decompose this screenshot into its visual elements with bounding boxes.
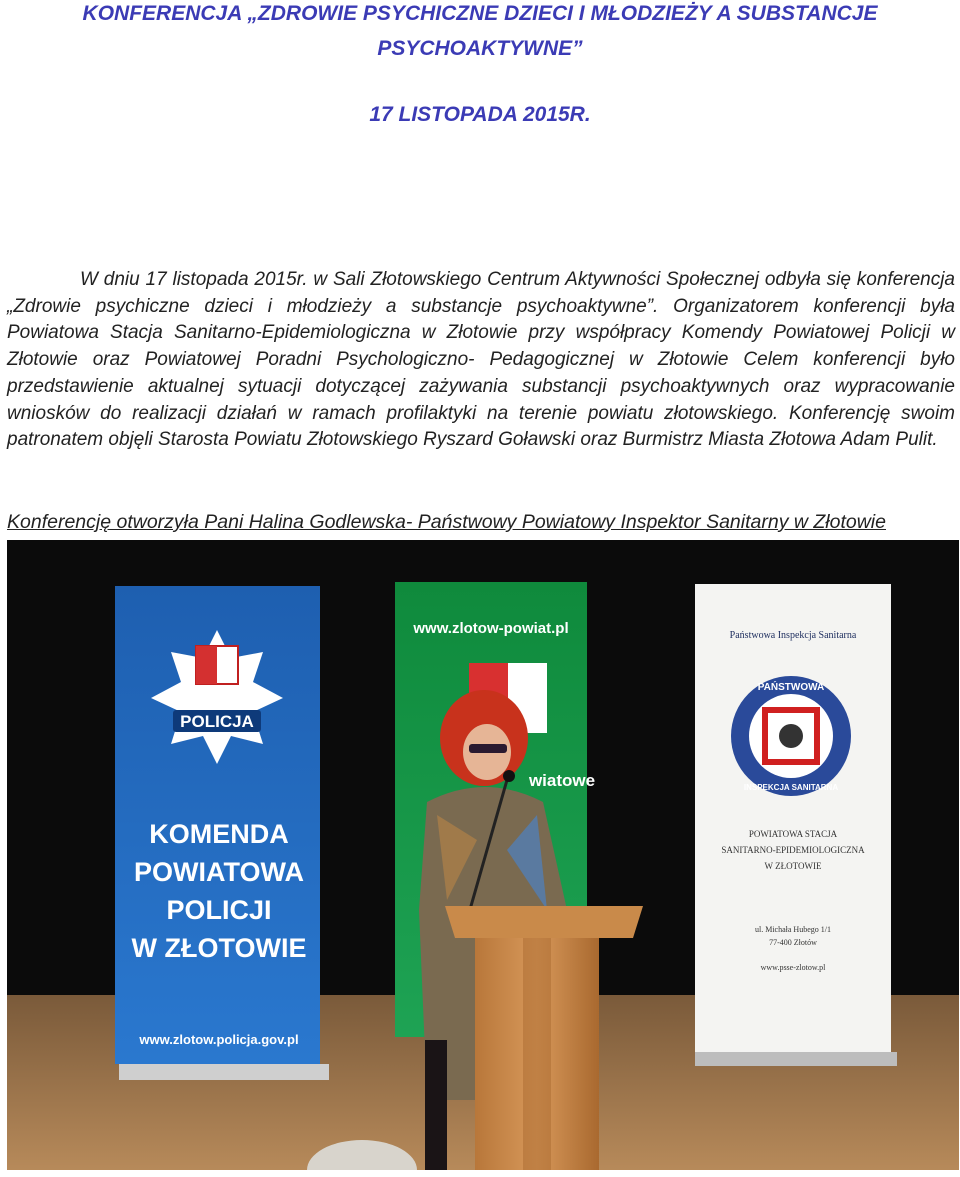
police-badge-text: POLICJA <box>180 712 254 731</box>
police-line-4: W ZŁOTOWIE <box>131 933 307 963</box>
sanitary-address-1: ul. Michała Hubego 1/1 <box>755 925 831 934</box>
glasses-icon <box>469 744 507 753</box>
sanitary-url: www.psse-zlotow.pl <box>760 963 826 972</box>
article-paragraph: W dniu 17 listopada 2015r. w Sali Złotowskiego Centrum Aktywności Społecznej odbyła się konferencja „Zdrowie psychiczne dzieci i młodzieży a substancje psychoaktywne”. Organizatorem konferencji była Powiatowa Stacja Sanitarno-Epidemiologiczna w Złotowie przy współpracy Komendy Powiatowej Policji w Złotowie oraz Powiatowej Poradni Psychologiczno- Pedagogicznej w Złotowie Celem konferencji było przedstawienie aktualnej sytuacji dotyczącej zażywania substancji psychoaktywnych oraz wypracowanie wniosków do realizacji działań w ramach profilaktyki na terenie powiatu złotowskiego. Konferencję swoim patronatem objęli Starosta Powiatu Złotowskiego Ryszard Goławski oraz Burmistrz Miasta Złotowa Adam Pulit. <box>7 269 955 451</box>
microphone-icon <box>503 770 515 782</box>
police-line-2: POWIATOWA <box>134 857 304 887</box>
police-line-1: KOMENDA <box>149 819 289 849</box>
seal-top-text: PAŃSTWOWA <box>757 682 825 693</box>
seal-bottom-text: INSPEKCJA SANITARNA <box>743 783 839 792</box>
sanitary-banner <box>695 584 897 1066</box>
eagle-icon <box>779 724 803 748</box>
conference-photo <box>7 540 959 1170</box>
title-line-2: PSYCHOAKTYWNE” <box>377 37 583 60</box>
sanitary-line-2: SANITARNO-EPIDEMIOLOGICZNA <box>721 845 865 855</box>
event-date: 17 LISTOPADA 2015R. <box>369 103 591 126</box>
sanitary-line-1: POWIATOWA STACJA <box>748 829 838 839</box>
sanitary-header: Państwowa Inspekcja Sanitarna <box>729 630 857 641</box>
police-line-3: POLICJI <box>166 895 272 925</box>
sanitary-line-3: W ZŁOTOWIE <box>764 861 822 871</box>
county-partial-word: wiatowe <box>528 771 596 790</box>
county-url: www.zlotow-powiat.pl <box>413 620 569 637</box>
county-crest-icon <box>196 646 217 684</box>
police-banner <box>115 586 329 1080</box>
title-line-1: KONFERENCJA „ZDROWIE PSYCHICZNE DZIECI I MŁODZIEŻY A SUBSTANCJE <box>82 2 878 25</box>
police-url: www.zlotow.policja.gov.pl <box>139 1032 299 1047</box>
sanitary-address-2: 77-400 Złotów <box>769 938 817 947</box>
photo-caption: Konferencję otworzyła Pani Halina Godlewska- Państwowy Powiatowy Inspektor Sanitarny w Złotowie <box>7 511 886 533</box>
